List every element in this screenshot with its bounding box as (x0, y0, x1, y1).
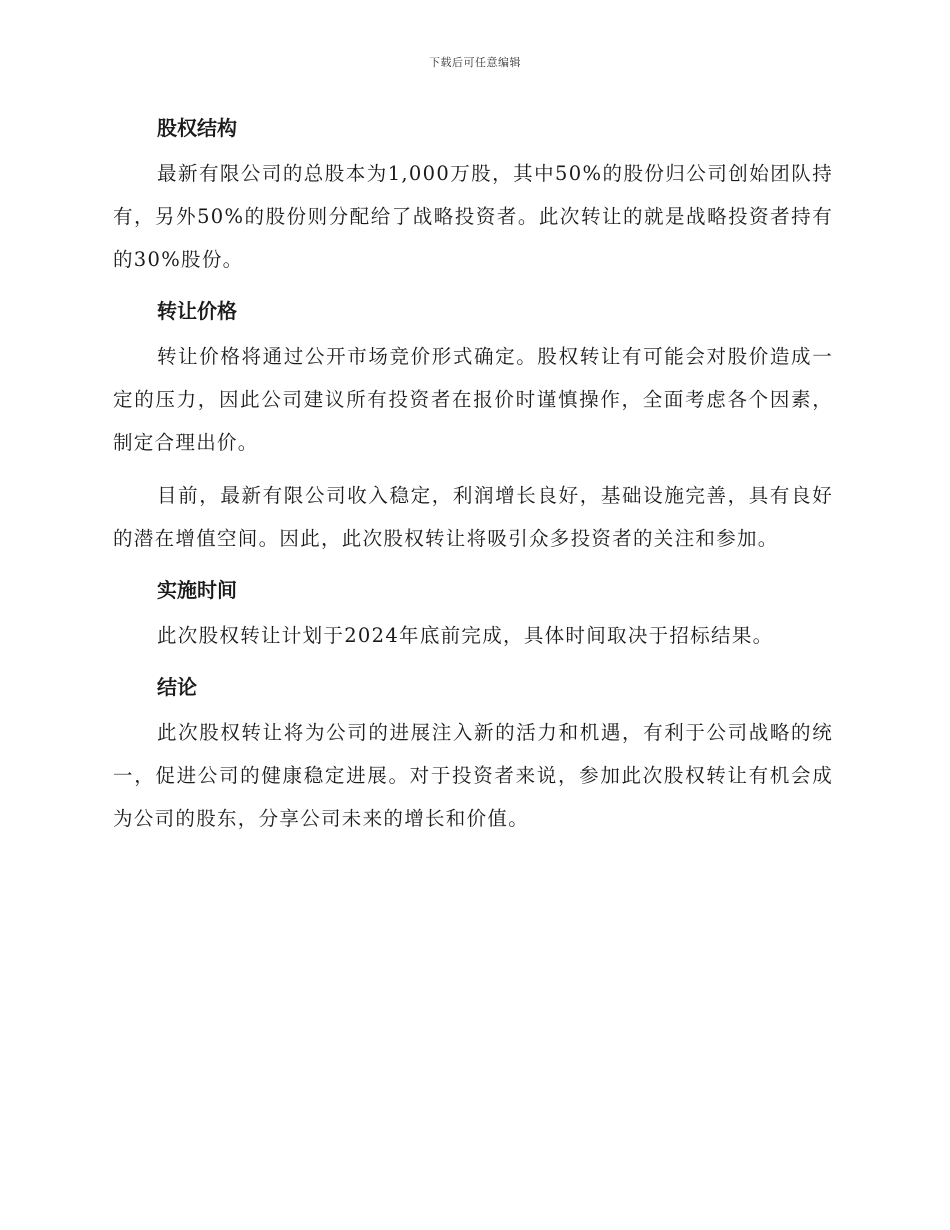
paragraph-conclusion: 此次股权转让将为公司的进展注入新的活力和机遇，有利于公司战略的统一，促进公司的健康稳定进展。对于投资者来说，参加此次股权转让有机会成为公司的股东，分享公司未来的增长和价值。 (113, 721, 833, 830)
paragraph-equity-structure: 最新有限公司的总股本为1,000万股，其中50%的股份归公司创始团队持有，另外50%的股份则分配给了战略投资者。此次转让的就是战略投资者持有的30%股份。 (113, 162, 833, 271)
heading-equity-structure: 股权结构 (157, 116, 237, 140)
heading-transfer-price: 转让价格 (157, 299, 237, 323)
paragraph-transfer-price-1: 转让价格将通过公开市场竞价形式确定。股权转让有可能会对股价造成一定的压力，因此公司建议所有投资者在报价时谨慎操作，全面考虑各个因素，制定合理出价。 (113, 345, 833, 454)
heading-implementation-time: 实施时间 (157, 578, 237, 602)
document-body (113, 108, 833, 840)
heading-conclusion: 结论 (157, 675, 197, 699)
paragraph-implementation-time: 此次股权转让计划于2024年底前完成，具体时间取决于招标结果。 (157, 624, 774, 647)
paragraph-transfer-price-2: 目前，最新有限公司收入稳定，利润增长良好，基础设施完善，具有良好的潜在增值空间。因此，此次股权转让将吸引众多投资者的关注和参加。 (113, 484, 833, 550)
header-note: 下载后可任意编辑 (429, 56, 521, 69)
